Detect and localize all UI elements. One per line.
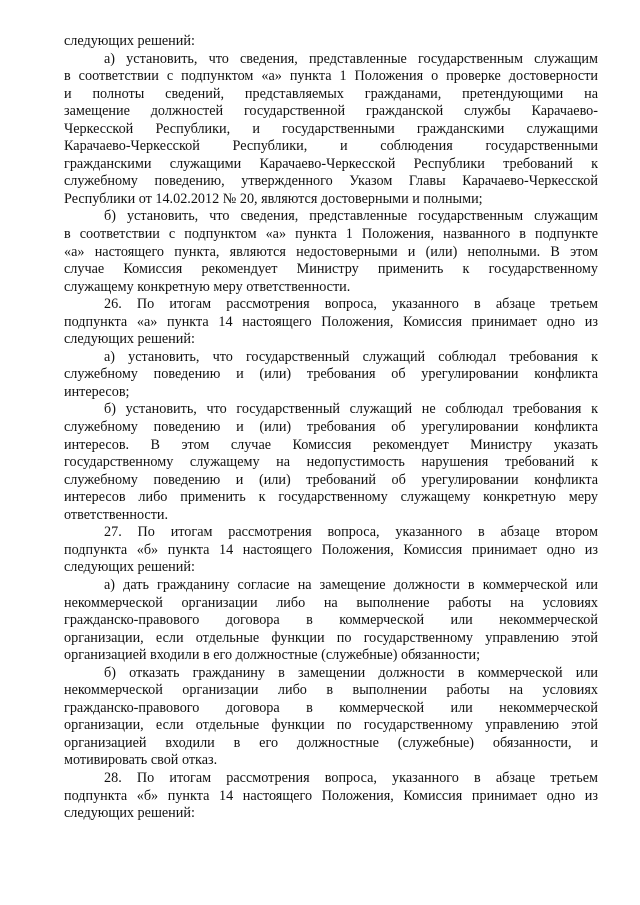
text-line: в соответствии с подпунктом «а» пункта 1 Положения, названного в подпункте (64, 226, 598, 243)
text-line: 28. По итогам рассмотрения вопроса, указанного в абзаце третьем (104, 769, 598, 786)
text-line: и полноты сведений, представляемых гражданами, претендующими на (64, 85, 598, 102)
text-line: подпункта «б» пункта 14 настоящего Положения, Комиссия принимает одно из (64, 787, 598, 804)
text-line: организации, если отдельные функции по государственному управлению этой (64, 717, 598, 734)
text-line: а) установить, что сведения, представленные государственным служащим (104, 50, 598, 67)
text-line: гражданско-правового договора в коммерческой или некоммерческой (64, 612, 598, 629)
text-line: служебному поведению и (или) требований об урегулировании конфликта (64, 471, 598, 488)
text-line: организацией входили в его должностные (служебные) обязанности; (64, 647, 481, 664)
text-line: Черкесской Республики, и государственными гражданскими служащими (64, 120, 598, 137)
text-line: 26. По итогам рассмотрения вопроса, указанного в абзаце третьем (104, 296, 598, 313)
text-line: следующих решений: (64, 805, 195, 822)
text-line: гражданско-правового договора в коммерческой или некоммерческой (64, 699, 598, 716)
text-line: а) дать гражданину согласие на замещение должности в коммерческой или (104, 576, 598, 593)
text-line: организации, если отдельные функции по государственному управлению этой (64, 629, 598, 646)
text-line: случае Комиссия рекомендует Министру применить к государственному (64, 261, 598, 278)
text-line: подпункта «а» пункта 14 настоящего Положения, Комиссия принимает одно из (64, 313, 598, 330)
text-line: подпункта «б» пункта 14 настоящего Положения, Комиссия принимает одно из (64, 541, 598, 558)
text-line: ответственности. (64, 506, 169, 523)
text-line: некоммерческой организации либо на выполнение работы на условиях (64, 594, 598, 611)
text-line: интересов. В этом случае Комиссия рекомендует Министру указать (64, 436, 598, 453)
text-line: в соответствии с подпунктом «а» пункта 1 Положения о проверке достоверности (64, 68, 598, 85)
text-line: служебному поведению, утвержденного Указом Главы Карачаево-Черкесской (64, 173, 598, 190)
text-line: служебному поведению и (или) требования об урегулировании конфликта (64, 419, 598, 436)
text-line: служащему конкретную меру ответственности. (64, 278, 351, 295)
text-line: б) установить, что сведения, представленные государственным служащим (104, 208, 598, 225)
text-line: замещение должностей государственной гражданской службы Карачаево- (64, 103, 598, 120)
text-line: организацией входили в его должностные (служебные) обязанности, и (64, 734, 598, 751)
text-line: следующих решений: (64, 559, 195, 576)
text-line: служебному поведению и (или) требования об урегулировании конфликта (64, 366, 598, 383)
text-line: б) установить, что государственный служащий не соблюдал требования к (104, 401, 598, 418)
text-line: интересов; (64, 383, 130, 400)
text-line: государственному служащему на недопустимость нарушения требований к (64, 454, 598, 471)
text-line: «а» настоящего пункта, являются недостоверными и (или) неполными. В этом (64, 243, 598, 260)
document-body (64, 33, 598, 823)
text-line: следующих решений: (64, 331, 195, 348)
text-line: Республики от 14.02.2012 № 20, являются достоверными и полными; (64, 190, 483, 207)
text-line: следующих решений: (64, 33, 195, 49)
text-line: интересов либо применить к государственному служащему конкретную меру (64, 489, 598, 506)
text-line: б) отказать гражданину в замещении должности в коммерческой или (104, 664, 598, 681)
text-line: Карачаево-Черкесской Республики, и соблюдения государственными (64, 138, 598, 155)
text-line: гражданскими служащими Карачаево-Черкесской Республики требований к (64, 155, 598, 172)
text-line: 27. По итогам рассмотрения вопроса, указанного в абзаце втором (104, 524, 598, 541)
text-line: некоммерческой организации либо в выполнении работы на условиях (64, 682, 598, 699)
text-line: а) установить, что государственный служащий соблюдал требования к (104, 348, 598, 365)
text-line: мотивировать свой отказ. (64, 752, 218, 769)
